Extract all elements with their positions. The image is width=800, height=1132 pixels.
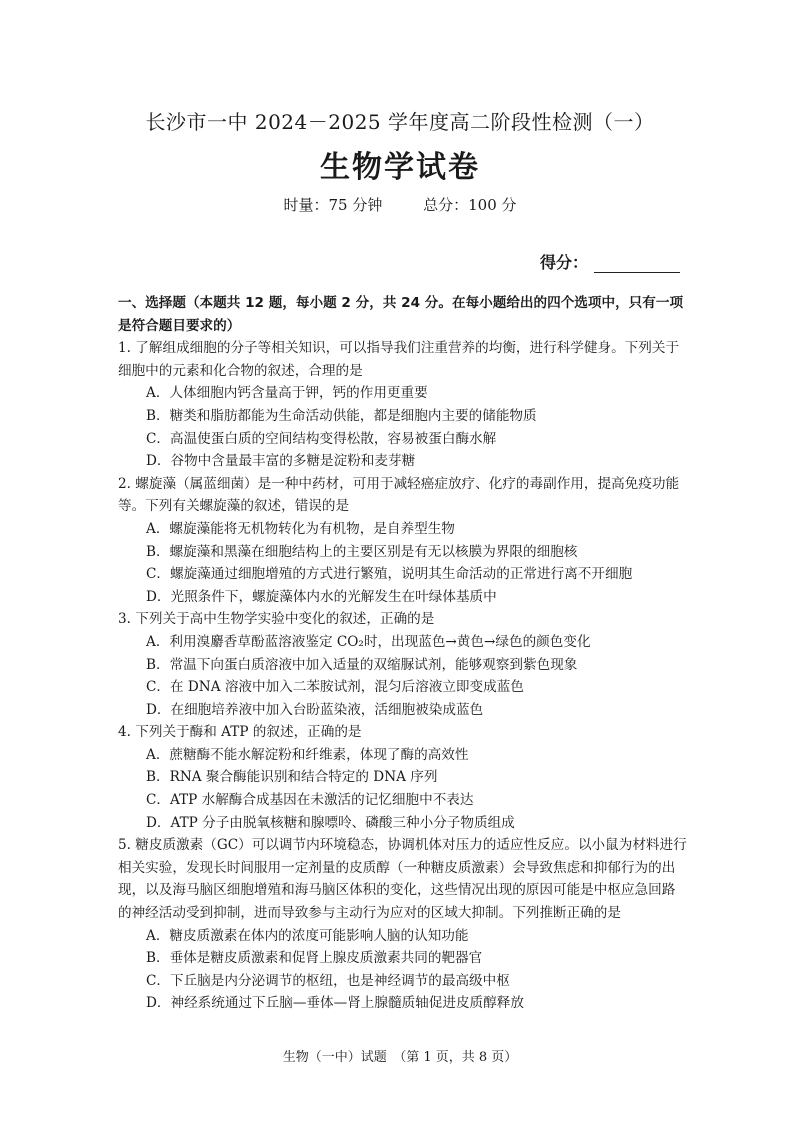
option-b: B．螺旋藻和黑藻在细胞结构上的主要区别是有无以核膜为界限的细胞核 xyxy=(146,543,578,560)
option-d: D．在细胞培养液中加入台盼蓝染液，活细胞被染成蓝色 xyxy=(146,701,484,718)
score-field xyxy=(540,250,680,273)
exam-meta xyxy=(0,194,800,215)
section-heading: 一、选择题（本题共 12 题，每小题 2 分，共 24 分。在每小题给出的四个选项中，只有一项是符合题目要求的） xyxy=(118,295,684,334)
question-stem: 3. 下列关于高中生物学实验中变化的叙述，正确的是 xyxy=(118,611,435,628)
option-d: D．光照条件下，螺旋藻体内水的光解发生在叶绿体基质中 xyxy=(146,588,497,605)
option-a: A．人体细胞内钙含量高于钾，钙的作用更重要 xyxy=(146,385,428,402)
option-d: D．神经系统通过下丘脑—垂体—肾上腺髓质轴促进皮质醇释放 xyxy=(146,995,524,1012)
question-1 xyxy=(118,337,688,473)
option-c: C．在 DNA 溶液中加入二苯胺试剂，混匀后溶液立即变成蓝色 xyxy=(146,679,524,696)
question-5 xyxy=(118,834,688,1015)
option-b: B．糖类和脂肪都能为生命活动供能，都是细胞内主要的储能物质 xyxy=(146,407,537,424)
exam-content xyxy=(118,292,688,1015)
exam-duration: 时量：75 分钟 xyxy=(283,196,383,214)
option-d: D．ATP 分子由脱氧核糖和腺嘌呤、磷酸三种小分子物质组成 xyxy=(146,814,515,831)
option-a: A．蔗糖酶不能水解淀粉和纤维素，体现了酶的高效性 xyxy=(146,746,469,763)
option-c: C．螺旋藻通过细胞增殖的方式进行繁殖，说明其生命活动的正常进行离不开细胞 xyxy=(146,566,633,583)
question-stem: 1. 了解组成细胞的分子等相关知识，可以指导我们注重营养的均衡，进行科学健身。下列关于细胞中的元素和化合物的叙述，合理的是 xyxy=(118,340,680,379)
question-stem: 2. 螺旋藻（属蓝细菌）是一种中药材，可用于减轻癌症放疗、化疗的毒副作用，提高免疫功能等。下列有关螺旋藻的叙述，错误的是 xyxy=(118,475,680,515)
exam-subject-title: 生物学试卷 xyxy=(320,150,480,185)
question-3 xyxy=(118,608,688,721)
question-2 xyxy=(118,473,688,609)
question-stem: 5. 糖皮质激素（GC）可以调节内环境稳态，协调机体对压力的适应性反应。以小鼠为材料进行相关实验，发现长时间服用一定剂量的皮质醇（一种糖皮质激素）会导致焦虑和抑郁行为的出现，以及海马脑区细胞增殖和海马脑区体积的变化，这些情况出现的原因可能是中枢应急回路的神经活动受到抑制，进而导致参与主动行为应对的区域大抑制。下列推断正确的是 xyxy=(118,837,687,922)
page-footer: 生物（一中）试题 （第 1 页，共 8 页） xyxy=(282,1050,518,1065)
option-c: C．高温使蛋白质的空间结构变得松散，容易被蛋白酶水解 xyxy=(146,430,497,447)
option-c: C．下丘脑是内分泌调节的枢纽，也是神经调节的最高级中枢 xyxy=(146,972,510,989)
option-a: A．糖皮质激素在体内的浓度可能影响人脑的认知功能 xyxy=(146,927,469,944)
exam-title: 长沙市一中 2024－2025 学年度高二阶段性检测（一） xyxy=(145,110,655,134)
question-4 xyxy=(118,721,688,834)
option-a: A．利用溴麝香草酚蓝溶液鉴定 CO₂时，出现蓝色→黄色→绿色的颜色变化 xyxy=(146,633,591,650)
option-c: C．ATP 水解酶合成基因在未激活的记忆细胞中不表达 xyxy=(146,792,474,809)
exam-total-score: 总分：100 分 xyxy=(423,196,517,214)
option-b: B．常温下向蛋白质溶液中加入适量的双缩脲试剂，能够观察到紫色现象 xyxy=(146,656,578,673)
option-b: B．RNA 聚合酶能识别和结合特定的 DNA 序列 xyxy=(146,769,438,786)
option-d: D．谷物中含量最丰富的多糖是淀粉和麦芽糖 xyxy=(146,453,416,470)
question-stem: 4. 下列关于酶和 ATP 的叙述，正确的是 xyxy=(118,724,362,741)
option-a: A．螺旋藻能将无机物转化为有机物，是自养型生物 xyxy=(146,520,455,537)
score-blank-line xyxy=(594,256,680,273)
score-label: 得分： xyxy=(539,253,588,272)
option-b: B．垂体是糖皮质激素和促肾上腺皮质激素共同的靶器官 xyxy=(146,950,483,967)
